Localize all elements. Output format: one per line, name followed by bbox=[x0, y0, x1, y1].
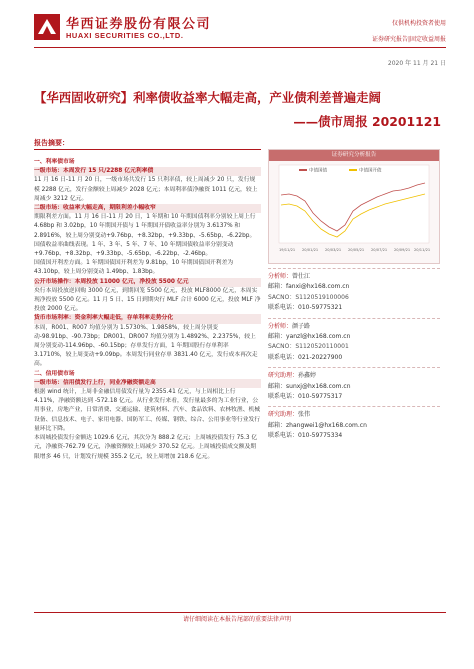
summary-content bbox=[34, 158, 261, 462]
x-tick-label: 20/05/21 bbox=[348, 248, 365, 252]
summary-heading: 报告摘要： bbox=[34, 139, 69, 147]
chart-title: 证券研究分析报告 bbox=[269, 150, 439, 161]
phone-label: 联系电话： bbox=[268, 393, 299, 401]
email-label: 邮箱： bbox=[268, 283, 287, 291]
analyst-card bbox=[268, 318, 440, 364]
analyst-name: 曾仕江 bbox=[292, 273, 311, 280]
phone-number: 010-59775334 bbox=[298, 432, 343, 440]
x-axis bbox=[279, 248, 430, 252]
subsection-heading: 二级市场：收益率大幅走高，期限利差小幅收窄 bbox=[34, 204, 261, 213]
cert-label: SACNO： bbox=[268, 293, 296, 301]
section-heading: 一、利率债市场 bbox=[34, 159, 75, 165]
email-label: 邮箱： bbox=[268, 382, 287, 390]
phone-label: 联系电话： bbox=[268, 304, 299, 312]
x-tick-label: 20/09/21 bbox=[394, 248, 411, 252]
paragraph: 期限利差方面。11 月 16 日-11 月 20 日，1 年期和 10 年期国债利率分别较上周上行 4.68bp 和 3.02bp，10 年期国开债与 1 年期国开债收益率分别为 3.6137% 和 2.8916%，较上周分别变动+9.76bp、+8.32bp、+9.33bp、-5.65bp、-6.22bp。 bbox=[34, 214, 256, 239]
subsection-heading: 货币市场利率：资金利率大幅走低，存单利率走势分化 bbox=[34, 314, 261, 323]
yield-chart-panel bbox=[268, 149, 440, 264]
x-tick-label: 20/03/21 bbox=[325, 248, 342, 252]
summary-divider bbox=[34, 149, 261, 150]
paragraph: 本周城投债发行金额达 1029.6 亿元，其次分为 888.2 亿元；上周城投债发行 75.3 亿元，净融资-762.79 亿元，净融资额较上周减少 370.52 亿元。上周城投债成交额及期限增多 46 只，计划发行规模 355.2 亿元，较上周增加 218.6 亿元。 bbox=[34, 435, 258, 460]
paragraph: 11 月 16 日-11 月 20 日，一级市场共发行 15 只利率债，较上周减少 20 只，发行规模 2288 亿元，发行金额较上周减少 2028 亿元；本周利率债净融资 1011 亿元，较上周减少 3212 亿元。 bbox=[34, 177, 258, 202]
cert-number: S1120520110001 bbox=[295, 343, 349, 351]
role-label: 分析师： bbox=[268, 322, 293, 330]
report-title: 【华西固收研究】利率债收益率大幅走高，产业债利差普遍走阔 bbox=[34, 90, 381, 105]
analyst-card bbox=[268, 367, 440, 402]
subsection-heading: 公开市场操作：本周投放 11000 亿元，净投放 5500 亿元 bbox=[34, 278, 261, 287]
paragraph: 央行本周投放逆回购 3000 亿元，到期回笼 5500 亿元，投放 MLF8000 亿元，本周实现净投放 5500 亿元。11 月 5 日、15 日到期央行 MLF 合计 6000 亿元，投放 MLF 净投放 2000 亿元。 bbox=[34, 287, 261, 313]
analyst-name: 张伟 bbox=[298, 411, 311, 419]
legend-label: 中债国开债 bbox=[359, 168, 382, 174]
legend-label: 中债国债 bbox=[309, 168, 327, 174]
paragraph: 根据 wind 统计，上周非金融信用债发行量为 2355.41 亿元，与上周相比上行 4.11%，净融资额达到 -572.18 亿元。从行业发行来看，发行量最多的为工业行业，公用事业，房地产业，日常消费、交通运输、建筑材料、汽车、食品饮料、农林牧渔、机械设备、信息技术、电子、家用电器、国防军工、传媒、钢铁、综合、公用事业等行业发行量环比下降。 bbox=[34, 389, 261, 432]
x-tick-label: 20/01/21 bbox=[302, 248, 319, 252]
audience-tag: 仅供机构投资者使用 bbox=[391, 20, 446, 27]
email-link[interactable]: fanxi@hx168.com.cn bbox=[286, 283, 350, 291]
report-type-tag: 证券研究报告|固定收益周报 bbox=[371, 36, 446, 43]
email-label: 邮箱： bbox=[268, 333, 287, 341]
role-label: 研究助理： bbox=[268, 372, 299, 380]
analyst-card bbox=[268, 406, 440, 441]
phone-number: 010-59775317 bbox=[298, 393, 343, 401]
legal-notice: 请仔细阅读在本报告尾部的重要法律声明 bbox=[182, 616, 291, 623]
analyst-name: 孙鑫婷 bbox=[298, 372, 317, 380]
yield-chart bbox=[269, 161, 439, 263]
company-name-en: HUAXI SECURITIES CO.,LTD. bbox=[66, 31, 184, 40]
subsection-heading: 一级市场：信用债发行上行，同业净融资额走高 bbox=[34, 379, 261, 388]
role-label: 研究助理： bbox=[268, 411, 299, 419]
x-tick-label: 20/11/21 bbox=[414, 248, 431, 252]
subsection-heading: 一级市场：本周发行 15 只/2288 亿元利率债 bbox=[34, 167, 261, 176]
header-divider bbox=[34, 47, 446, 48]
analyst-name: 颜子路 bbox=[292, 322, 311, 330]
email-link[interactable]: zhangwei1@hx168.com.cn bbox=[286, 421, 367, 429]
role-label: 分析师： bbox=[268, 273, 293, 280]
section-heading: 二、信用债市场 bbox=[34, 370, 75, 377]
cert-label: SACNO： bbox=[268, 343, 296, 351]
report-subtitle: ——债市周报 20201121 bbox=[293, 114, 441, 129]
analyst-list bbox=[268, 268, 440, 446]
x-tick-label: 20/07/21 bbox=[371, 248, 388, 252]
footer-divider bbox=[34, 612, 446, 613]
email-link[interactable]: yanzl@hx168.com.cn bbox=[286, 333, 351, 341]
analyst-card bbox=[268, 268, 440, 314]
phone-label: 联系电话： bbox=[268, 353, 299, 361]
report-header bbox=[0, 0, 474, 67]
x-tick-label: 19/11/21 bbox=[279, 248, 296, 252]
phone-number: 010-59775321 bbox=[298, 304, 343, 312]
paragraph: 国债收益率曲线表现。1 年、3 年、5 年、7 年、10 年期国债收益率分别变动+9.76bp、+8.32bp、+9.33bp、-5.65bp、-6.22bp、-2.46bp。 bbox=[34, 241, 234, 258]
paragraph: 本周，R001、R007 均值分别为 1.5730%、1.9858%，较上周分别变动-98.91bp、-90.73bp；DR001、DR007 均值分别为 1.4892%、2.2375%，较上周分别变动-114.96bp、-60.15bp；存单发行方面，1 年期国股行存单利率 3.1710%，较上周变动+9.09bp。本周发行同业存单 3831.40 亿元，发行成本再次走高。 bbox=[34, 324, 258, 368]
report-date: 2020 年 11 月 21 日 bbox=[387, 60, 446, 67]
email-label: 邮箱： bbox=[268, 421, 287, 429]
cert-number: S1120519100006 bbox=[295, 293, 349, 301]
email-link[interactable]: sunxj@hx168.com.cn bbox=[286, 382, 351, 390]
phone-label: 联系电话： bbox=[268, 432, 299, 440]
phone-number: 021-20227900 bbox=[298, 353, 343, 361]
company-name-cn: 华西证券股份有限公司 bbox=[66, 17, 212, 32]
huaxi-logo-icon bbox=[34, 14, 60, 40]
paragraph: 国债国开利差方面。1 年期国债国开利差为 9.81bp，10 年期国债国开利差为 43.10bp，较上周分别变动 1.49bp、1.83bp。 bbox=[34, 260, 234, 276]
